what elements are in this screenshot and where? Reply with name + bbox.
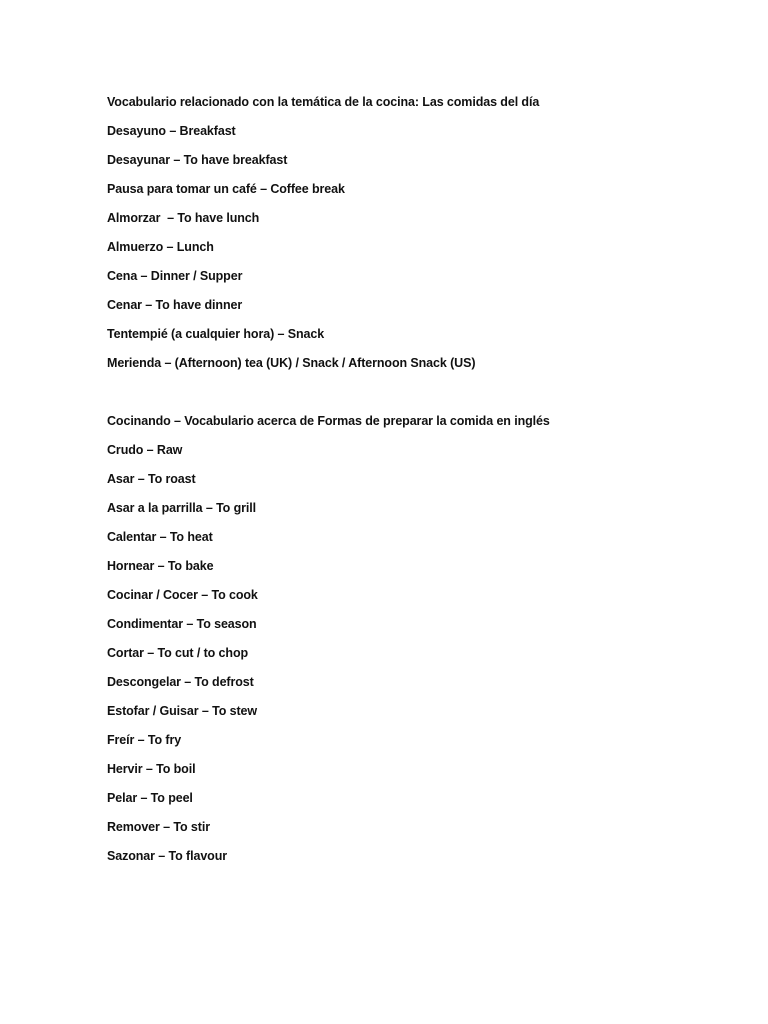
vocab-line: Calentar – To heat xyxy=(107,530,213,544)
vocab-line: Freír – To fry xyxy=(107,733,182,747)
vocab-line: Tentempié (a cualquier hora) – Snack xyxy=(107,327,325,341)
vocab-line: Desayunar – To have breakfast xyxy=(107,153,288,167)
cooking-section xyxy=(107,411,727,875)
vocab-line: Remover – To stir xyxy=(107,820,210,834)
cooking-heading: Cocinando – Vocabulario acerca de Formas de preparar la comida en inglés xyxy=(107,414,550,428)
meals-heading: Vocabulario relacionado con la temática de la cocina: Las comidas del día xyxy=(107,95,540,109)
vocab-line: Cena – Dinner / Supper xyxy=(107,269,243,283)
vocab-line: Pausa para tomar un café – Coffee break xyxy=(107,182,345,196)
vocab-line: Hervir – To boil xyxy=(107,762,196,776)
vocab-line: Estofar / Guisar – To stew xyxy=(107,704,257,718)
vocab-line: Almorzar – To have lunch xyxy=(107,211,260,225)
vocab-line: Descongelar – To defrost xyxy=(107,675,254,689)
vocab-line: Crudo – Raw xyxy=(107,443,183,457)
vocab-line: Pelar – To peel xyxy=(107,791,193,805)
vocab-line: Desayuno – Breakfast xyxy=(107,124,236,138)
vocab-line: Condimentar – To season xyxy=(107,617,257,631)
vocab-line: Cortar – To cut / to chop xyxy=(107,646,249,660)
vocab-line: Asar – To roast xyxy=(107,472,196,486)
vocab-line: Almuerzo – Lunch xyxy=(107,240,214,254)
meals-section xyxy=(107,92,727,382)
vocab-line: Cocinar / Cocer – To cook xyxy=(107,588,258,602)
vocab-line: Asar a la parrilla – To grill xyxy=(107,501,257,515)
vocab-line: Hornear – To bake xyxy=(107,559,214,573)
vocab-line: Cenar – To have dinner xyxy=(107,298,243,312)
vocab-line: Sazonar – To flavour xyxy=(107,849,228,863)
vocab-line: Merienda – (Afternoon) tea (UK) / Snack / Afternoon Snack (US) xyxy=(107,356,476,370)
